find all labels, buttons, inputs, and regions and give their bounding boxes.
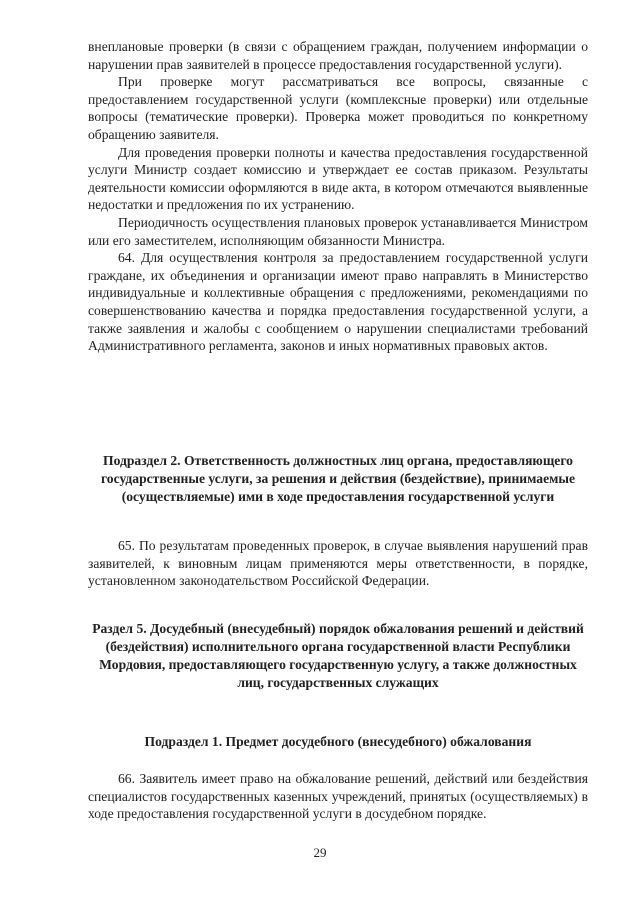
body-text-66 [88, 770, 588, 823]
page-number: 29 [313, 845, 327, 860]
paragraph-66: 66. Заявитель имеет право на обжалование решений, действий или бездействия специалистов государственных казенных учреждений, принятых (осуществляемых) в ходе предоставления государственной услуги в досудебном порядке. [88, 771, 588, 822]
subsection-1-heading: Подраздел 1. Предмет досудебного (внесудебного) обжалования [144, 734, 532, 749]
section-5-heading: Раздел 5. Досудебный (внесудебный) порядок обжалования решений и действий (бездействия) исполнительного органа государственной власти Республики Мордовия, предоставляющего государственную услугу, а также должностных лиц, государственных служащих [92, 621, 584, 690]
body-text-top [88, 38, 588, 355]
paragraph-unscheduled-checks: внеплановые проверки (в связи с обращением граждан, получением информации о нарушении прав заявителей в процессе предоставления государственной услуги). [88, 39, 588, 72]
paragraph-periodicity: Периодичность осуществления плановых проверок устанавливается Министром или его заместителем, исполняющим обязанности Министра. [88, 214, 588, 248]
paragraph-check-scope: При проверке могут рассматриваться все вопросы, связанные с предоставлением государственной услуги (комплексные проверки) или отдельные вопросы (тематические проверки). Проверка может проводиться по конкретному обращению заявителя. [88, 74, 588, 142]
paragraph-65: 65. По результатам проведенных проверок, в случае выявления нарушений прав заявителей, к виновным лицам применяются меры ответственности, в порядке, установленном законодательством Российской Федерации. [88, 538, 588, 589]
body-text-65 [88, 537, 588, 590]
paragraph-64: 64. Для осуществления контроля за предоставлением государственной услуги граждане, их объединения и организации имеют право направлять в Министерство индивидуальные и коллективные обращения с предложениями, рекомендациями по совершенствованию качества и порядка предоставления государственной услуги, а также заявления и жалобы с сообщением о нарушении специалистами требований Административного регламента, законов и иных нормативных правовых актов. [88, 250, 588, 354]
subsection-2-heading: Подраздел 2. Ответственность должностных лиц органа, предоставляющего государственные услуги, за решения и действия (бездействие), принимаемые (осуществляемые) ими в ходе предоставления государственной услуги [100, 453, 576, 504]
paragraph-commission: Для проведения проверки полноты и качества предоставления государственной услуги Министр создает комиссию и утверждает ее состав приказом. Результаты деятельности комиссии оформляются в виде акта, в котором отмечаются выявленные недостатки и предложения по их устранению. [88, 144, 588, 213]
